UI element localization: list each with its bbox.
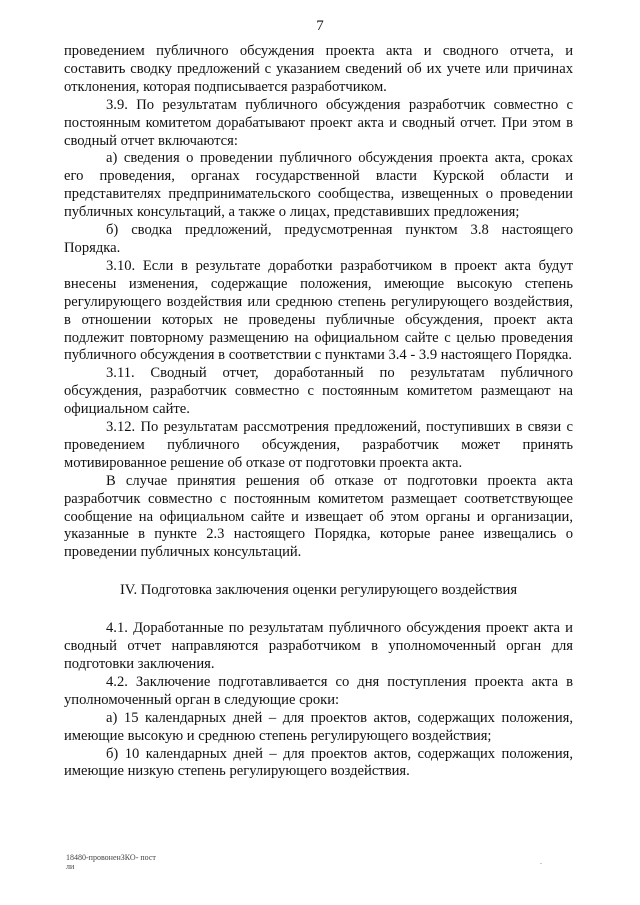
document-body	[64, 43, 573, 781]
section-heading-iv: IV. Подготовка заключения оценки регулирующего воздействия	[119, 582, 518, 599]
paragraph-refusal: В случае принятия решения об отказе от подготовки проекта акта разработчик совместно с постоянным комитетом размещает соответствующее сообщение на официальном сайте и извещает об этом органы и организации, указанные в пункте 2.3 настоящего Порядка, которые ранее извещались о проведении публичных консультаций.	[64, 472, 573, 561]
paragraph-4-2-a: а) 15 календарных дней – для проектов актов, содержащих положения, имеющие высокую и среднюю степень регулирующего воздействия;	[64, 709, 573, 744]
paragraph-continuation: проведением публичного обсуждения проекта акта и сводного отчета, и составить сводку предложений с указанием сведений об их учете или причинах отклонения, которая подписывается разработчиком.	[64, 43, 573, 95]
footer-file-code: 18480-провоненЗКО- пост ли	[66, 853, 156, 871]
page-number: 7	[316, 18, 324, 34]
footer-mark: .	[540, 857, 542, 866]
paragraph-4-2: 4.2. Заключение подготавливается со дня поступления проекта акта в уполномоченный орган в следующие сроки:	[64, 673, 573, 708]
paragraph-3-11: 3.11. Сводный отчет, доработанный по результатам публичного обсуждения, разработчик совместно с постоянным комитетом размещают на официальном сайте.	[64, 365, 573, 418]
paragraph-3-9-b: б) сводка предложений, предусмотренная пунктом 3.8 настоящего Порядка.	[64, 222, 573, 256]
paragraph-3-10: 3.10. Если в результате доработки разработчиком в проект акта будут внесены изменения, содержащие положения, имеющие высокую степень регулирующего воздействия или среднюю степень регулирующего воздействия, в отношении которых не проведены публичные обсуждения, проект акта подлежит повторному размещению на официальном сайте с целью проведения публичного обсуждения в соответствии с пунктами 3.4 - 3.9 настоящего Порядка.	[64, 257, 573, 364]
paragraph-3-9-a: а) сведения о проведении публичного обсуждения проекта акта, сроках его проведения, органах государственной власти Курской области и представителях предпринимательского сообщества, извещенных о проведении публичных консультаций, а также о лицах, представивших предложения;	[64, 150, 573, 221]
paragraph-3-9: 3.9. По результатам публичного обсуждения разработчик совместно с постоянным комитетом дорабатывают проект акта и сводный отчет. При этом в сводный отчет включаются:	[64, 96, 573, 149]
paragraph-3-12: 3.12. По результатам рассмотрения предложений, поступивших в связи с проведением публичного обсуждения, разработчик может принять мотивированное решение об отказе от подготовки проекта акта.	[64, 419, 573, 471]
paragraph-4-2-b: б) 10 календарных дней – для проектов актов, содержащих положения, имеющие низкую степень регулирующего воздействия.	[64, 745, 573, 780]
paragraph-4-1: 4.1. Доработанные по результатам публичного обсуждения проект акта и сводный отчет направляются разработчиком в уполномоченный орган для подготовки заключения.	[64, 620, 573, 672]
